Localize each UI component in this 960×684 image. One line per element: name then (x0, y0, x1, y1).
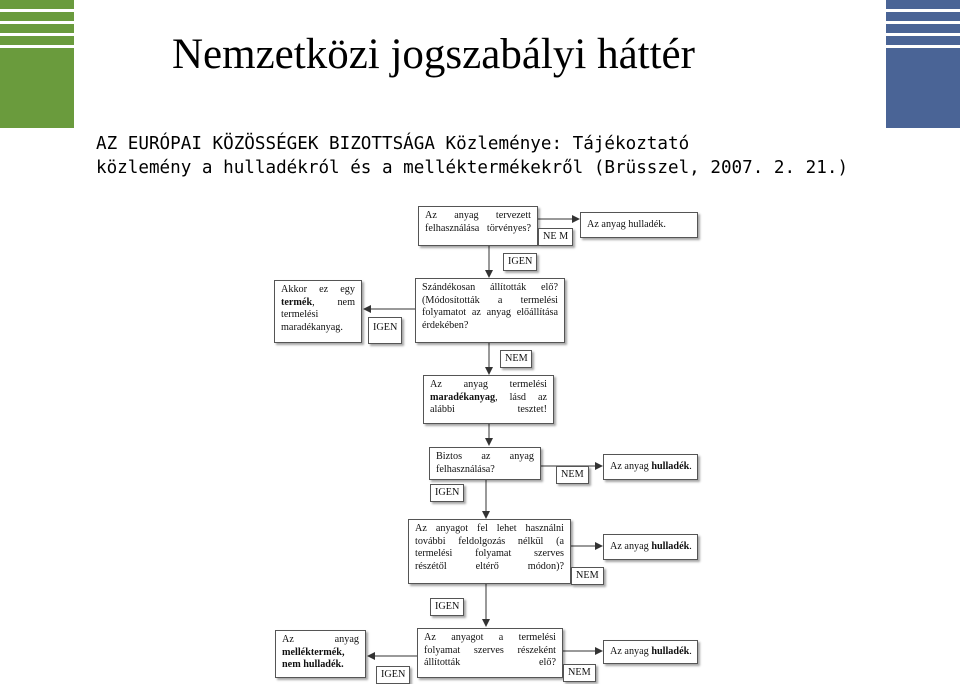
yes-label: IGEN (368, 317, 402, 344)
no-label: NEM (556, 466, 589, 484)
subtitle-line-2: közlemény a hulladékról és a melléktermékekről (Brüsszel, 2007. 2. 21.) (96, 158, 849, 178)
subtitle-line-1: AZ EURÓPAI KÖZÖSSÉGEK BIZOTTSÁGA Közleménye: Tájékoztató (96, 134, 690, 154)
no-label: NEM (563, 664, 596, 682)
no-label: NEM (500, 350, 532, 368)
question-direct-use: Az anyagot fel lehet használni további feldolgozás nélkül (a termelési folyamat szerves részétől eltérő módon)? (408, 519, 571, 584)
question-legal-use: Az anyag tervezett felhasználása törvényes? (418, 206, 538, 246)
yes-label: IGEN (430, 598, 464, 616)
result-waste: Az anyag hulladék. (603, 534, 698, 560)
result-waste: Az anyag hulladék. (603, 454, 698, 480)
result-byproduct: Az anyag melléktermék, nem hulladék. (275, 630, 366, 678)
slide-title: Nemzetközi jogszabályi háttér (172, 31, 695, 78)
no-label: NE M (538, 228, 573, 246)
question-certain-use: Biztos az anyag felhasználása? (429, 447, 541, 480)
question-intentional-production: Szándékosan állították elő? (Módosították a termelési folyamatot az anyag előállítása érdekében? (415, 278, 565, 343)
result-waste: Az anyag hulladék. (580, 212, 698, 238)
result-waste: Az anyag hulladék. (603, 640, 698, 664)
yes-label: IGEN (376, 666, 410, 684)
question-integral-production: Az anyagot a termelési folyamat szerves részeként állították elő? (417, 628, 563, 678)
no-label: NEM (571, 567, 604, 585)
yes-label: IGEN (430, 484, 464, 502)
yes-label: IGEN (503, 253, 537, 271)
production-residue-box: Az anyag termelési maradékanyag, lásd az alábbi tesztet! (423, 375, 554, 424)
result-product: Akkor ez egy termék, nem termelési maradékanyag. (274, 280, 362, 343)
